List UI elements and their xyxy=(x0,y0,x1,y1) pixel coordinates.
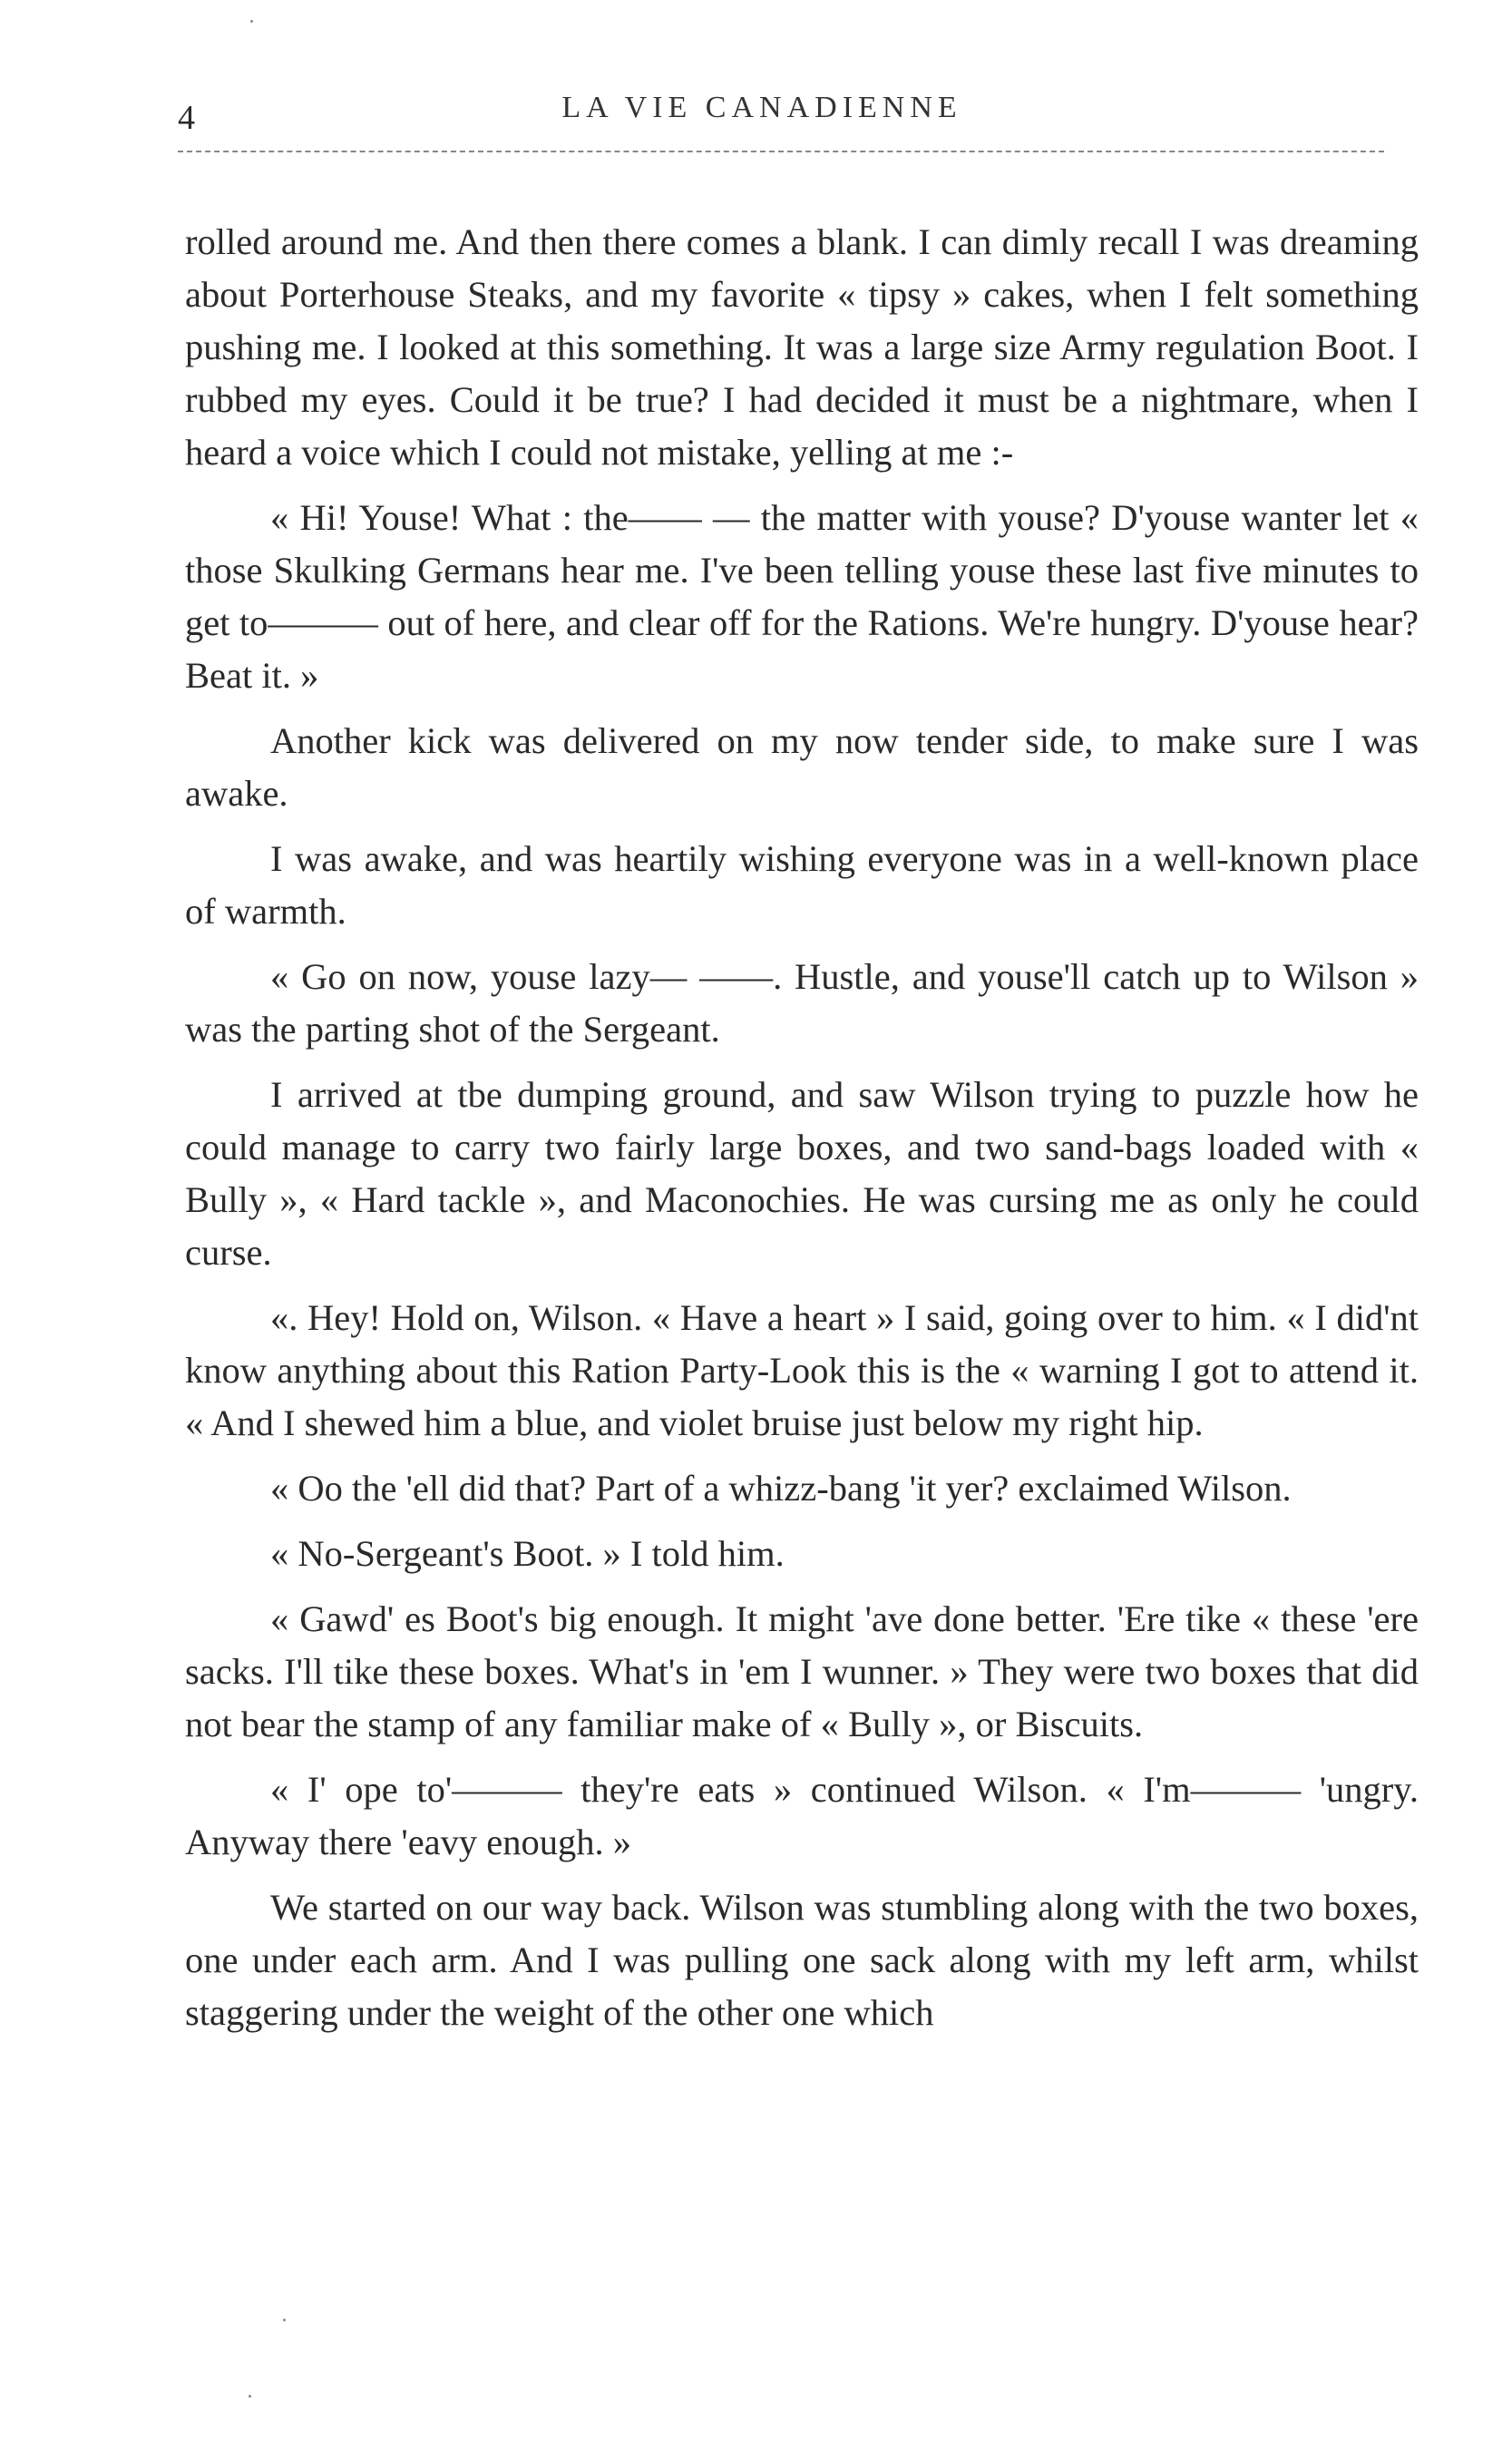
paragraph: « Go on now, youse lazy— ——. Hustle, and youse'll catch up to Wilson » was the parting shot of the Sergeant. xyxy=(185,956,1419,1050)
scan-speck xyxy=(283,2319,286,2321)
paragraph: rolled around me. And then there comes a blank. I can dimly recall I was dreaming about Porterhouse Steaks, and my favorite « tipsy » cakes, when I felt something pushing me. I looked at this something. It was a large size Army regulation Boot. I rubbed my eyes. Could it be true? I had decided it must be a nightmare, when I heard a voice which I could not mistake, yelling at me :- xyxy=(185,221,1419,473)
paragraph: I arrived at tbe dumping ground, and saw Wilson trying to puzzle how he could manage to carry two fairly large boxes, and two sand-bags loaded with « Bully », « Hard tackle », and Maconochies. He was cursing me as only he could curse. xyxy=(185,1074,1419,1273)
paragraph: «. Hey! Hold on, Wilson. « Have a heart » I said, going over to him. « I did'nt know anything about this Ration Party-Look this is the « warning I got to attend it. « And I shewed him a blue, and violet bruise just below my right hip. xyxy=(185,1297,1419,1443)
scan-speck xyxy=(249,2395,251,2398)
paragraph: « Gawd' es Boot's big enough. It might 'ave done better. 'Ere tike « these 'ere sacks. I'll tike these boxes. What's in 'em I wunner. » They were two boxes that did not bear the stamp of any familiar make of « Bully », or Biscuits. xyxy=(185,1598,1419,1744)
running-title: LA VIE CANADIENNE xyxy=(561,91,962,124)
page-number: 4 xyxy=(178,99,196,137)
scan-speck xyxy=(250,20,253,23)
paragraph: « Oo the 'ell did that? Part of a whizz-bang 'it yer? exclaimed Wilson. xyxy=(270,1468,1292,1509)
paragraph: I was awake, and was heartily wishing everyone was in a well-known place of warmth. xyxy=(185,838,1419,932)
paragraph: « Hi! Youse! What : the—— — the matter with youse? D'youse wanter let « those Skulking Germans hear me. I've been telling youse these last five minutes to get to——— out of here, and clear off for the Rations. We're hungry. D'youse hear? Beat it. » xyxy=(185,497,1419,696)
paragraph: « I' ope to'——— they're eats » continued Wilson. « I'm——— 'ungry. Anyway there 'eavy enough. » xyxy=(185,1769,1419,1862)
paragraph: « No-Sergeant's Boot. » I told him. xyxy=(270,1533,785,1574)
paragraph: We started on our way back. Wilson was stumbling along with the two boxes, one under each arm. And I was pulling one sack along with my left arm, whilst staggering under the weight of the other one which xyxy=(185,1887,1419,2033)
paragraph: Another kick was delivered on my now tender side, to make sure I was awake. xyxy=(185,720,1419,814)
body-text xyxy=(185,216,1419,2052)
header-rule xyxy=(178,151,1384,152)
